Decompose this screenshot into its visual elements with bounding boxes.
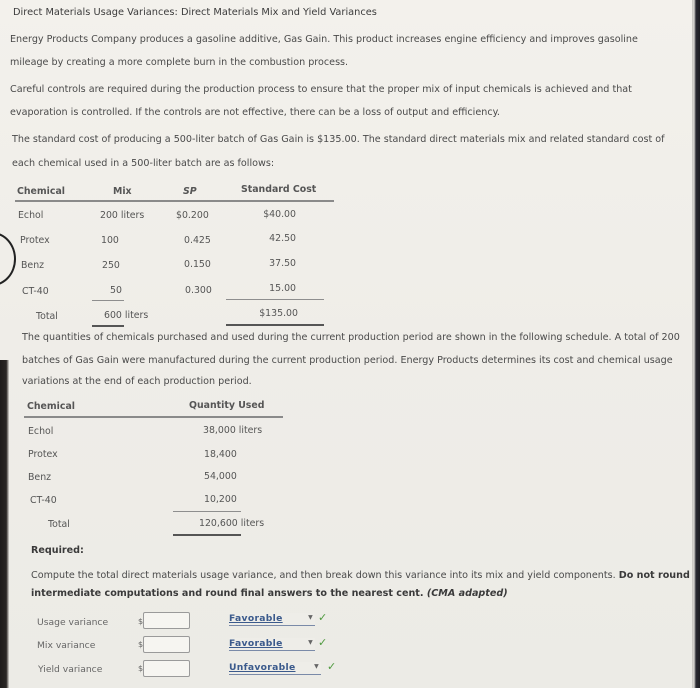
cost-subtotal-rule: [226, 299, 324, 300]
required-instructions-line-1: Compute the total direct materials usage variance, and then break down this variance into its mix and yield components. Do not round: [31, 570, 690, 581]
currency-symbol: $: [138, 664, 144, 673]
yield-variance-direction-select[interactable]: Unfavorable ▼: [229, 662, 319, 673]
usage-variance-amount-input[interactable]: [143, 612, 190, 629]
qty-total-rule: [173, 534, 241, 536]
screen-bezel-right: [692, 0, 700, 688]
cursor-circle-artifact: [0, 232, 16, 286]
header-rule: [24, 416, 283, 418]
quantities-paragraph-line-2: batches of Gas Gain were manufactured during the current production period. Energy Products determines its cost and chemical usage: [22, 355, 673, 366]
mix-variance-label: Mix variance: [37, 640, 96, 651]
required-instructions-line-2: intermediate computations and round final answers to the nearest cent. (CMA adapted): [31, 588, 508, 599]
yield-variance-amount-input[interactable]: [143, 660, 190, 677]
question-page: Direct Materials Usage Variances: Direct Materials Mix and Yield Variances Energy Products Company produces a gasoline additive, Gas Gain. This product increases engine efficiency and improves gasoline mileage by creating a more complete burn in the combustion process. Careful controls are required during the production process to ensure that the proper mix of input chemicals is achieved and that evaporation is controlled. If the controls are not effective, there can be a loss of output and efficiency. The standard cost of producing a 500-liter batch of Gas Gain is $135.00. The standard direct materials mix and related standard cost of each chemical used in a 500-liter batch are as follows: Chemical Mix SP Standard Cost Echol 200 liters $0.200 $40.00 Protex 100 0.425 42.50 Benz 250 0.150 37.50 CT-40 50 0.300 15.00 Total 600 liters $135.00 The quantities of chemicals purchased and used during the current production period are shown in the following schedule. A total of 200 batches of Gas Gain were manufactured during the current production period. Energy Products determines its cost and chemical usage variations at the end of each production period. Chemical Quantity Used Echol 38,000 liters Protex 18,400 Benz 54,000 CT-40 10,200 Total 120,600 liters Required: Compute the total direct materials usage variance, and then break down this variance into its mix and yield components. Do not round intermediate computations and round final answers to the nearest cent. (CMA adapted) Usage variance $ Favorable ▼ ✓ Mix variance $ Favorable ▼ ✓ Yield variance $ Unfavorable ▼ ✓: [0, 0, 692, 688]
header-sp: SP: [183, 186, 197, 197]
screen-bezel-left: [0, 360, 9, 688]
yield-variance-label: Yield variance: [38, 664, 103, 675]
check-icon: ✓: [318, 636, 328, 649]
quantities-paragraph-line-1: The quantities of chemicals purchased and used during the current production period are shown in the following schedule. A total of 200: [22, 332, 680, 343]
chevron-down-icon: ▼: [314, 663, 319, 670]
header-chemical: Chemical: [27, 401, 75, 412]
currency-symbol: $: [138, 640, 144, 649]
qty-subtotal-rule: [173, 511, 241, 512]
intro-paragraph-line-1: Energy Products Company produces a gasoline additive, Gas Gain. This product increases engine efficiency and improves gasoline: [10, 34, 638, 45]
quantities-paragraph-line-3: variations at the end of each production period.: [22, 376, 252, 387]
standard-cost-paragraph-line-2: each chemical used in a 500-liter batch are as follows:: [12, 158, 275, 169]
mix-variance-amount-input[interactable]: [143, 636, 190, 653]
intro-paragraph-line-2: mileage by creating a more complete burn in the combustion process.: [10, 57, 349, 68]
usage-variance-direction-select[interactable]: Favorable ▼: [229, 613, 313, 624]
chevron-down-icon: ▼: [308, 639, 313, 646]
mix-total-rule: [92, 325, 124, 327]
chevron-down-icon: ▼: [308, 614, 313, 621]
controls-paragraph-line-1: Careful controls are required during the production process to ensure that the proper mix of input chemicals is achieved and that: [10, 84, 632, 95]
header-rule: [15, 200, 334, 202]
currency-symbol: $: [138, 617, 144, 626]
header-mix: Mix: [113, 186, 132, 197]
required-heading: Required:: [31, 545, 84, 556]
usage-variance-label: Usage variance: [37, 617, 109, 628]
mix-variance-direction-select[interactable]: Favorable ▼: [229, 638, 313, 649]
header-standard-cost: Standard Cost: [241, 184, 317, 195]
check-icon: ✓: [327, 660, 337, 673]
standard-cost-paragraph-line-1: The standard cost of producing a 500-liter batch of Gas Gain is $135.00. The standard direct materials mix and related standard cost of: [12, 134, 665, 145]
controls-paragraph-line-2: evaporation is controlled. If the controls are not effective, there can be a loss of output and efficiency.: [10, 107, 500, 118]
header-chemical: Chemical: [17, 186, 65, 197]
cost-total-rule: [226, 324, 324, 326]
page-title: Direct Materials Usage Variances: Direct Materials Mix and Yield Variances: [13, 7, 377, 18]
header-quantity-used: Quantity Used: [189, 400, 265, 411]
mix-subtotal-rule: [92, 300, 124, 301]
check-icon: ✓: [318, 611, 328, 624]
